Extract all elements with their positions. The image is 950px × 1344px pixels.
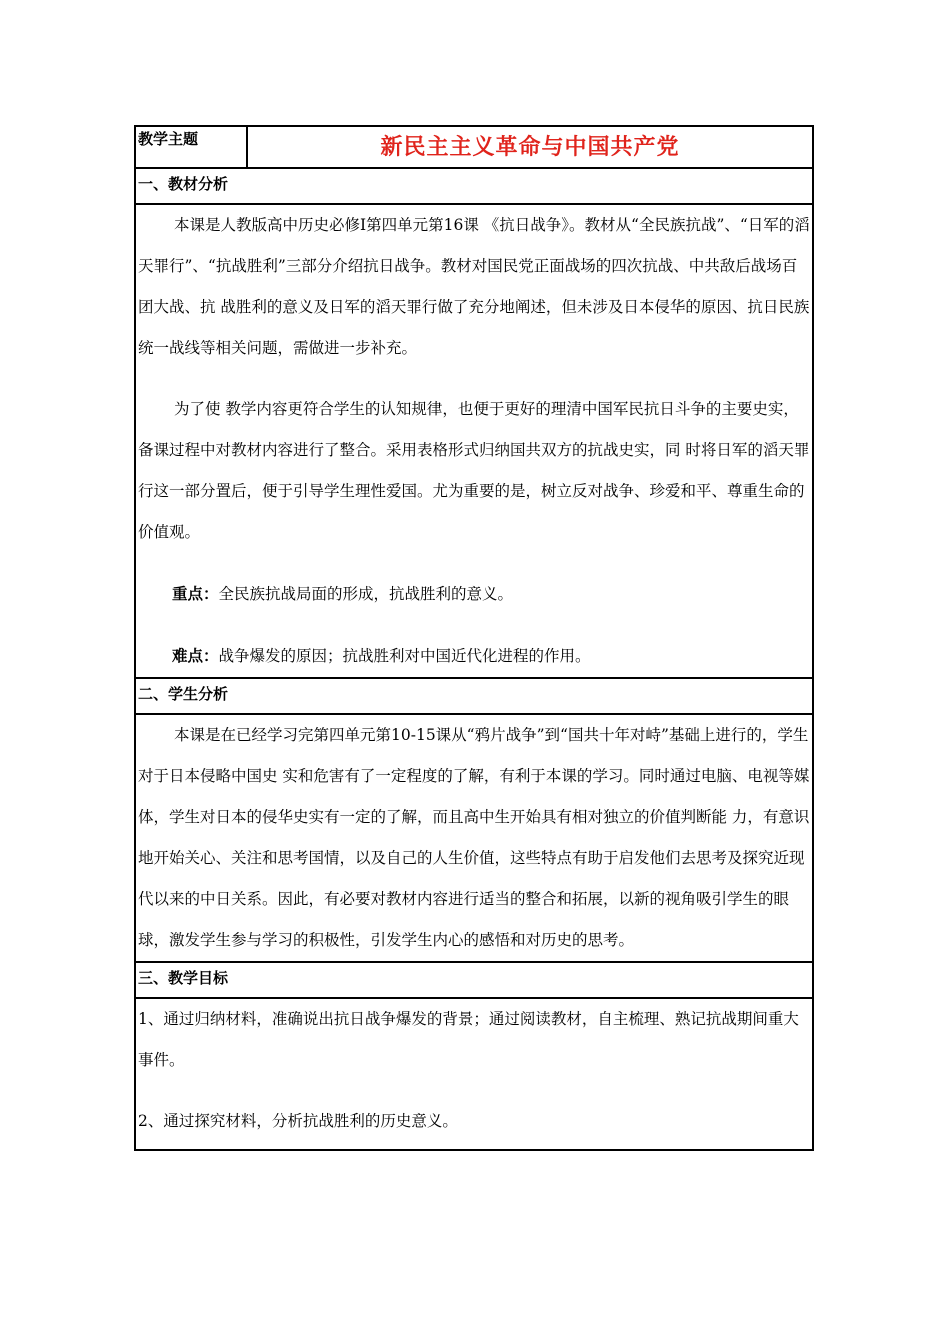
topic-label: 教学主题 <box>135 126 247 168</box>
student-analysis-body <box>135 714 813 962</box>
teaching-objectives-heading: 三、教学目标 <box>135 962 813 998</box>
objective-item: 2、通过探究材料，分析抗战胜利的历史意义。 <box>138 1112 458 1130</box>
key-point-line <box>138 573 810 615</box>
section-body-row <box>135 204 813 678</box>
key-point-label: 重点： <box>172 584 219 603</box>
section-heading-row <box>135 962 813 998</box>
paragraph: 本课是人教版高中历史必修Ⅰ第四单元第16课 《抗日战争》。教材从“全民族抗战”、“日军的滔天罪行”、“抗战胜利”三部分介绍抗日战争。教材对国民党正面战场的四次抗战、中共敌后战场百团大战、抗 战胜利的意义及日军的滔天罪行做了充分地阐述，但未涉及日本侵华的原因、抗日民族统一战线等相关问题，需做进一步补充。 <box>138 216 810 357</box>
paragraph: 为了使 教学内容更符合学生的认知规律，也便于更好的理清中国军民抗日斗争的主要史实，备课过程中对教材内容进行了整合。采用表格形式归纳国共双方的抗战史实，同 时将日军的滔天罪行这一部分置后，便于引导学生理性爱国。尤为重要的是，树立反对战争、珍爱和平、尊重生命的价值观。 <box>138 400 810 541</box>
textbook-analysis-body <box>135 204 813 678</box>
topic-title: 新民主主义革命与中国共产党 <box>247 126 813 168</box>
section-heading-row <box>135 678 813 714</box>
textbook-analysis-heading: 一、教材分析 <box>135 168 813 204</box>
section-heading-row <box>135 168 813 204</box>
section-body-row <box>135 714 813 962</box>
header-row <box>135 126 813 168</box>
difficulty-label: 难点： <box>172 646 219 665</box>
difficulty-line <box>138 635 810 677</box>
student-analysis-heading: 二、学生分析 <box>135 678 813 714</box>
lesson-plan-table <box>134 125 814 1151</box>
objective-item: 1、通过归纳材料，准确说出抗日战争爆发的背景；通过阅读教材，自主梳理、熟记抗战期间重大事件。 <box>138 1010 799 1069</box>
difficulty-text: 战争爆发的原因；抗战胜利对中国近代化进程的作用。 <box>218 647 591 665</box>
section-body-row <box>135 998 813 1150</box>
paragraph: 本课是在已经学习完第四单元第10-15课从“鸦片战争”到“国共十年对峙”基础上进行的，学生对于日本侵略中国史 实和危害有了一定程度的了解，有利于本课的学习。同时通过电脑、电视等媒体，学生对日本的侵华史实有一定的了解，而且高中生开始具有相对独立的价值判断能 力，有意识地开始关心、关注和思考国情，以及自己的人生价值，这些特点有助于启发他们去思考及探究近现代以来的中日关系。因此，有必要对教材内容进行适当的整合和拓展，以新的视角吸引学生的眼球，激发学生参与学习的积极性，引发学生内心的感悟和对历史的思考。 <box>138 726 810 949</box>
key-point-text: 全民族抗战局面的形成，抗战胜利的意义。 <box>218 585 514 603</box>
teaching-objectives-body <box>135 998 813 1150</box>
